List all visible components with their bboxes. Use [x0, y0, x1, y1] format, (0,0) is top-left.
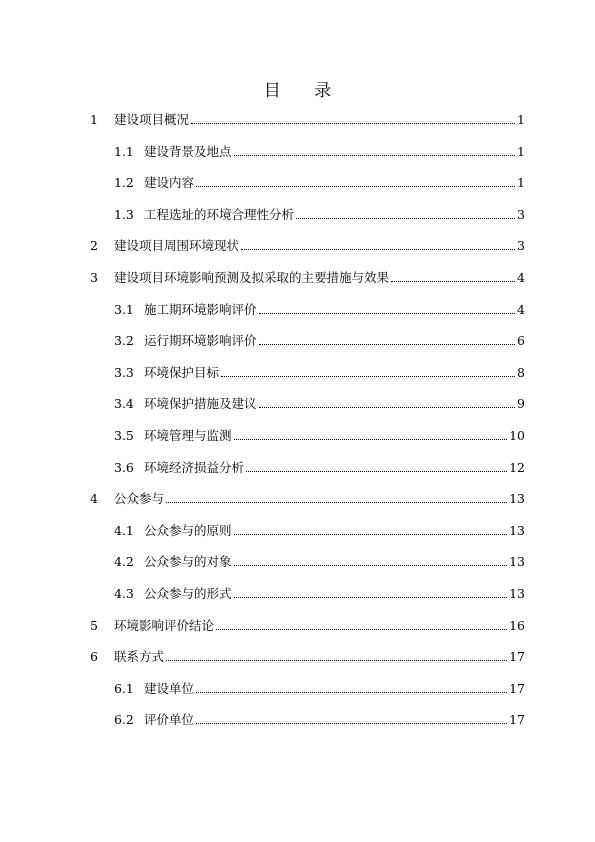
- toc-entry-title: 建设内容: [144, 175, 195, 191]
- toc-entry-number: 3.4: [114, 396, 134, 412]
- toc-entry-page-number: 1: [517, 112, 525, 127]
- toc-dot-leader: [196, 722, 507, 724]
- toc-entry-number: 6: [90, 649, 98, 665]
- toc-entry[interactable]: [114, 550, 525, 570]
- toc-entry-page-number: 13: [509, 522, 525, 538]
- toc-dot-leader: [191, 122, 515, 124]
- toc-entry-page-number: 1: [517, 175, 525, 191]
- toc-entry-page-number: 8: [517, 364, 525, 380]
- toc-dot-leader: [259, 406, 515, 408]
- toc-entry-number: 3.2: [114, 333, 134, 349]
- toc-entry-number: 3.6: [114, 459, 134, 475]
- toc-entry-title: 公众参与的对象: [144, 554, 232, 570]
- toc-dot-leader: [391, 280, 515, 282]
- toc-dot-leader: [216, 628, 507, 630]
- toc-entry-title: 评价单位: [144, 712, 195, 728]
- toc-entry-title: 工程选址的环境合理性分析: [144, 206, 295, 222]
- toc-entry-title: 建设项目概况: [114, 112, 190, 127]
- toc-dot-leader: [234, 596, 508, 598]
- toc-dot-leader: [241, 248, 515, 250]
- toc-entry-title: 环境保护目标: [144, 364, 220, 380]
- toc-entry-title: 建设单位: [144, 680, 195, 696]
- toc-entry-page-number: 4: [517, 301, 525, 317]
- toc-entry-number: 4.1: [114, 522, 134, 538]
- toc-entry-number: 3.3: [114, 364, 134, 380]
- toc-entry-page-number: 16: [509, 617, 525, 633]
- toc-entry[interactable]: [114, 298, 525, 318]
- toc-entry-number: 3: [90, 270, 98, 285]
- toc-entry[interactable]: [90, 234, 525, 254]
- toc-entry[interactable]: [90, 487, 525, 507]
- toc-entry-page-number: 13: [509, 491, 525, 507]
- toc-entry-title: 施工期环境影响评价: [144, 301, 257, 317]
- toc-entry-number: 4.3: [114, 586, 134, 601]
- toc-title: 目 录: [263, 81, 346, 101]
- toc-dot-leader: [259, 343, 515, 345]
- toc-entry-page-number: 13: [509, 586, 525, 601]
- toc-entry[interactable]: [90, 614, 525, 634]
- toc-dot-leader: [166, 659, 507, 661]
- toc-dot-leader: [221, 375, 515, 377]
- toc-entry-title: 运行期环境影响评价: [144, 333, 257, 349]
- toc-entry-title: 公众参与的原则: [144, 522, 232, 538]
- toc-entry-title: 公众参与: [114, 491, 165, 507]
- toc-entry-page-number: 17: [509, 712, 525, 728]
- toc-dot-leader: [234, 154, 515, 156]
- toc-entry[interactable]: [114, 708, 525, 728]
- toc-dot-leader: [259, 312, 515, 314]
- toc-entry-number: 2: [90, 238, 98, 254]
- toc-entry-number: 1.1: [114, 143, 134, 159]
- toc-entry-page-number: 3: [517, 206, 525, 222]
- toc-entry-number: 6.1: [114, 680, 134, 696]
- toc-entry-page-number: 4: [517, 270, 525, 285]
- toc-entry-page-number: 6: [517, 333, 525, 349]
- toc-entry-page-number: 3: [517, 238, 525, 254]
- toc-entry-number: 3.1: [114, 301, 134, 317]
- toc-entry[interactable]: [114, 361, 525, 381]
- toc-entry-title: 建设项目周围环境现状: [114, 238, 240, 254]
- toc-dot-leader: [234, 438, 508, 440]
- toc-entry-page-number: 12: [509, 459, 525, 475]
- toc-entry[interactable]: [114, 329, 525, 349]
- toc-entry[interactable]: [114, 519, 525, 539]
- toc-entry[interactable]: [114, 392, 525, 412]
- toc-entry-number: 3.5: [114, 428, 134, 443]
- toc-dot-leader: [196, 691, 507, 693]
- toc-entry[interactable]: [90, 108, 525, 128]
- toc-entry[interactable]: [114, 677, 525, 697]
- toc-entry-title: 公众参与的形式: [144, 586, 232, 601]
- toc-entry-title: 联系方式: [114, 649, 165, 665]
- toc-entry-page-number: 17: [509, 649, 525, 665]
- toc-entry-number: 4.2: [114, 554, 134, 570]
- toc-entry[interactable]: [114, 203, 525, 223]
- toc-dot-leader: [234, 533, 508, 535]
- toc-dot-leader: [196, 185, 515, 187]
- toc-entry-title: 环境影响评价结论: [114, 617, 215, 633]
- toc-entry[interactable]: [114, 424, 525, 444]
- toc-dot-leader: [234, 564, 508, 566]
- toc-entry-number: 6.2: [114, 712, 134, 728]
- toc-entry[interactable]: [90, 266, 525, 286]
- toc-entry-number: 1: [90, 112, 98, 127]
- toc-entry[interactable]: [114, 140, 525, 160]
- toc-entry[interactable]: [90, 645, 525, 665]
- toc-entry-number: 4: [90, 491, 98, 507]
- toc-entry-title: 环境管理与监测: [144, 428, 232, 443]
- toc-entry-title: 建设项目环境影响预测及拟采取的主要措施与效果: [114, 270, 390, 285]
- toc-entry-number: 5: [90, 617, 98, 633]
- toc-dot-leader: [296, 217, 515, 219]
- toc-dot-leader: [166, 501, 507, 503]
- toc-dot-leader: [246, 470, 507, 472]
- toc-entry-page-number: 17: [509, 680, 525, 696]
- toc-entry-page-number: 10: [509, 428, 525, 443]
- toc-entry-title: 环境保护措施及建议: [144, 396, 257, 412]
- toc-entry-page-number: 1: [517, 143, 525, 159]
- toc-entry[interactable]: [114, 171, 525, 191]
- toc-entry[interactable]: [114, 582, 525, 602]
- toc-entry-number: 1.3: [114, 206, 134, 222]
- toc-entry-page-number: 9: [517, 396, 525, 412]
- toc-entry-title: 环境经济损益分析: [144, 459, 245, 475]
- toc-entry-page-number: 13: [509, 554, 525, 570]
- toc-entry-title: 建设背景及地点: [144, 143, 232, 159]
- toc-entry[interactable]: [114, 456, 525, 476]
- toc-entry-number: 1.2: [114, 175, 134, 191]
